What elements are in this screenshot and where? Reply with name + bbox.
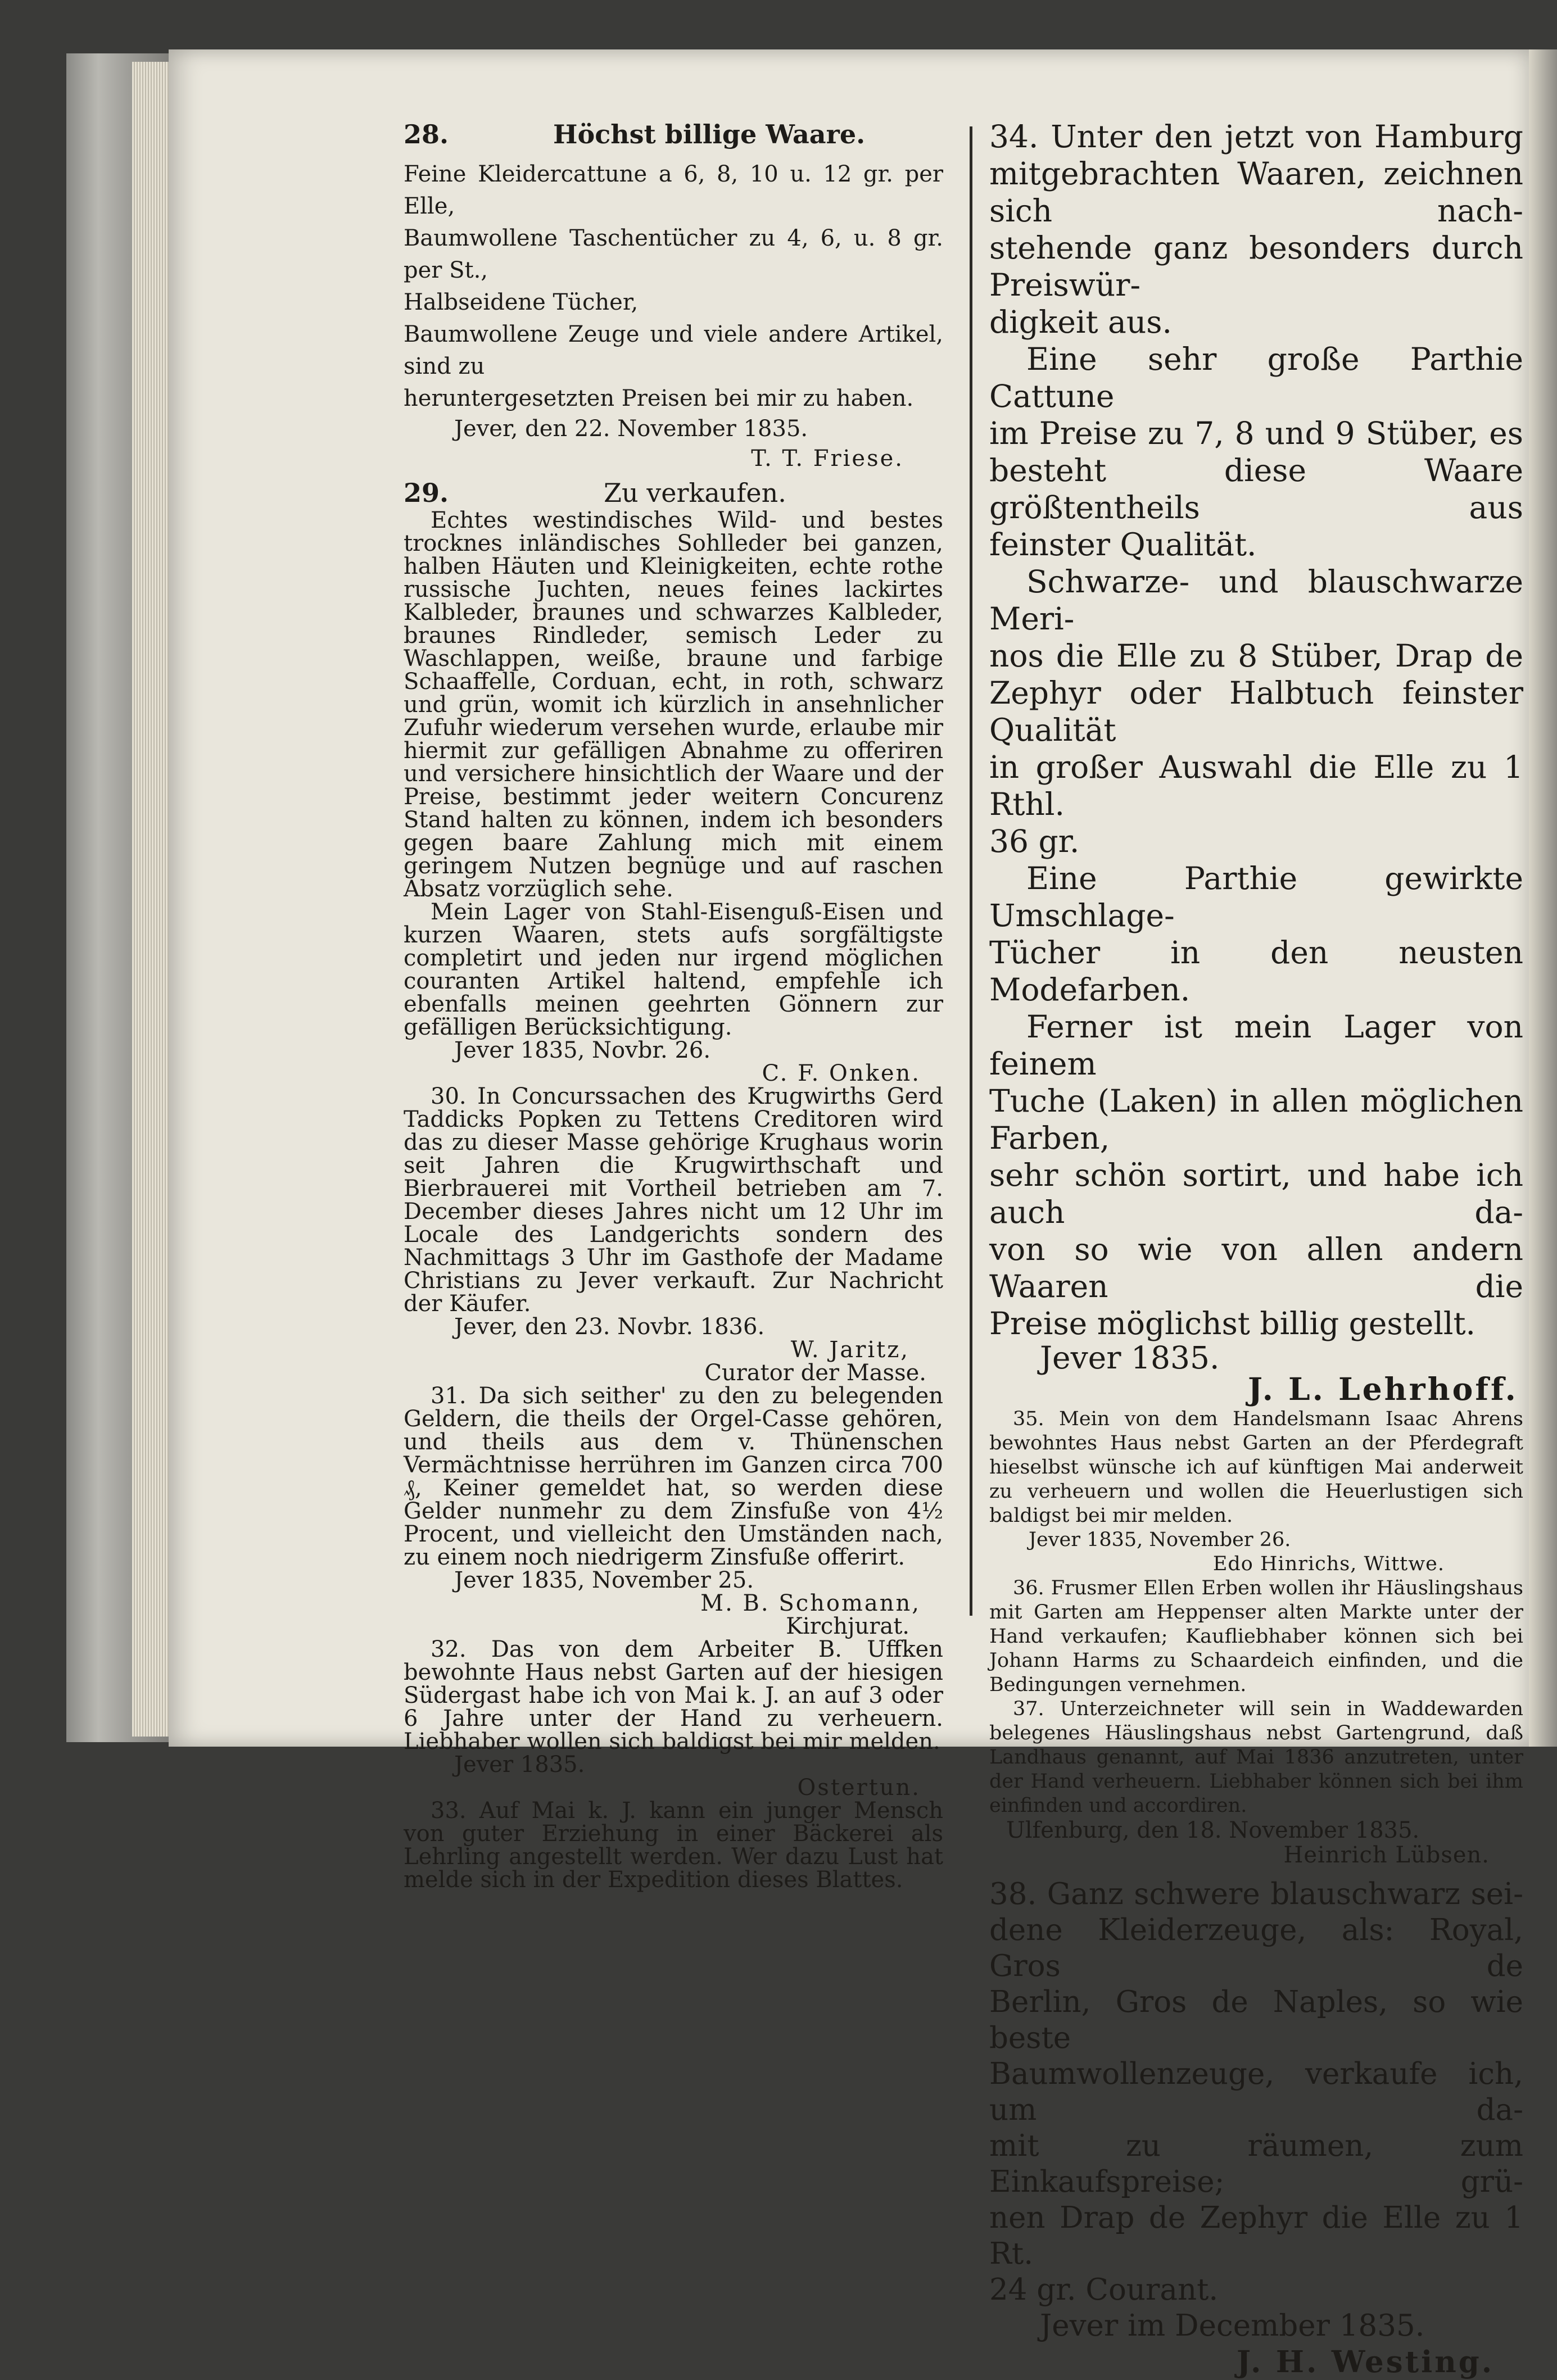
ad-34-line: von so wie von allen andern Waaren die <box>989 1231 1523 1304</box>
ad-35-signature: Edo Hinrichs, Wittwe. <box>1212 1553 1445 1575</box>
ad-34-line: feinster Qualität. <box>989 527 1257 563</box>
ad-32-text: 32. Das von dem Arbeiter B. Uffken bewohnte Haus nebst Garten auf der hiesigen Südergast habe ich von Mai k. J. an auf 3 oder 6 Jahre unter der Hand zu verheuern. Liebhaber wollen sich baldigst bei mir melden. <box>404 1636 943 1755</box>
ad-title: Zu verkaufen. <box>604 478 786 508</box>
left-column <box>404 118 943 1892</box>
page-right-edge <box>1529 49 1557 1747</box>
ad-35-text: 35. Mein von dem Handelsmann Isaac Ahrens bewohntes Haus nebst Garten an der Pferdegraft hieselbst wünsche ich auf künftigen Mai anderweit zu verheuern und wollen die Heuerlustigen sich baldigst bei mir melden. <box>989 1408 1523 1527</box>
ad-34-signature: J. L. Lehrhoff. <box>1248 1371 1518 1407</box>
ad-28-heading <box>404 118 943 151</box>
ad-34-line: digkeit aus. <box>989 304 1172 340</box>
ad-34-line: Zephyr oder Halbtuch feinster Qualität <box>989 675 1523 748</box>
ad-38 <box>989 1876 1523 2380</box>
ad-34-line: 34. Unter den jetzt von Hamburg <box>989 119 1523 155</box>
ad-28-line: Halbseidene Tücher, <box>404 289 639 315</box>
ad-29-paragraph: Echtes westindisches Wild- und bestes trocknes inländisches Sohlleder bei ganzen, halben Häuten und Kleinigkeiten, echte rothe russische Juchten, neues feines lackirtes Kalbleder, braunes und schwarzes Kalbleder, braunes Rindleder, semisch Leder zu Waschlappen, weiße, braune und farbige Schaaffelle, Corduan, echt, in roth, schwarz und grün, womit ich kürzlich in ansehnlicher Zufuhr wiederum versehen wurde, erlaube mir hiermit zur gefälligen Abnahme zu offeriren und versichere hinsichtlich der Waare und der Preise, bestimmt jeder weitern Concurenz Stand halten zu können, indem ich besonders gegen baare Zahlung mich mit einem geringem Nutzen begnüge und auf raschen Absatz vorzüglich sehe. <box>404 507 943 902</box>
ad-31-place-date: Jever 1835, November 25. <box>454 1567 754 1593</box>
page-edges <box>132 62 174 1737</box>
small-ads <box>989 1407 1523 1867</box>
ad-29-paragraph: Mein Lager von Stahl-Eisenguß-Eisen und kurzen Waaren, stets aufs sorgfältigste completirt und jeden nur irgend möglichen couranten Artikel haltend, empfehle ich ebenfalls meinen geehrten Gönnern zur gefälligen Berücksichtigung. <box>404 899 943 1040</box>
ad-30-signature: W. Jaritz, <box>790 1337 909 1363</box>
ad-38-line: mit zu räumen, zum Einkaufspreise; grü- <box>989 2129 1523 2199</box>
ad-38-line: 38. Ganz schwere blauschwarz sei- <box>989 1877 1523 1911</box>
ad-34-line: Ferner ist mein Lager von feinem <box>989 1009 1523 1082</box>
ad-36-text: 36. Frusmer Ellen Erben wollen ihr Häuslingshaus mit Garten am Heppenser alten Markte unter der Hand verkaufen; Kaufliebhaber können sich bei Johann Harms zu Schaardeich einfinden, und die Bedingungen vernehmen. <box>989 1577 1523 1696</box>
ad-38-signature: J. H. Westing. <box>1237 2345 1495 2379</box>
ad-28-place-date: Jever, den 22. November 1835. <box>454 416 808 442</box>
ad-34-line: Eine Parthie gewirkte Umschlage- <box>989 860 1523 933</box>
ad-32-signature: Ostertun. <box>797 1775 921 1801</box>
ad-30-signature-role: Curator der Masse. <box>704 1360 926 1386</box>
column-divider <box>970 126 972 1616</box>
ad-34-line: in großer Auswahl die Elle zu 1 Rthl. <box>989 749 1523 822</box>
ad-28-signature: T. T. Friese. <box>751 446 904 472</box>
ad-37-signature: Heinrich Lübsen. <box>1283 1842 1490 1868</box>
ad-28-line: Baumwollene Taschentücher zu 4, 6, u. 8 gr. per St., <box>404 225 943 283</box>
ad-34-line: Tuche (Laken) in allen möglichen Farben, <box>989 1083 1523 1156</box>
ad-34-line: Schwarze- und blauschwarze Meri- <box>989 564 1523 637</box>
right-column <box>989 118 1523 2380</box>
ad-38-place-date: Jever im December 1835. <box>1040 2309 1425 2343</box>
ad-33-text: 33. Auf Mai k. J. kann ein junger Mensch von guter Erziehung in einer Bäckerei als Lehrling angestellt werden. Wer dazu Lust hat melde sich in der Expedition dieses Blattes. <box>404 1798 943 1893</box>
ad-29-place-date: Jever 1835, Novbr. 26. <box>454 1037 711 1063</box>
ad-37-place-date: Ulfenburg, den 18. November 1835. <box>1006 1817 1420 1843</box>
ad-32-place-date: Jever 1835. <box>454 1752 585 1778</box>
ad-30-place-date: Jever, den 23. Novbr. 1836. <box>454 1314 765 1340</box>
ad-34-line: 36 gr. <box>989 823 1080 859</box>
ad-35-place-date: Jever 1835, November 26. <box>1029 1529 1291 1551</box>
ad-38-line: Berlin, Gros de Naples, so wie beste <box>989 1985 1523 2055</box>
ad-34-line: Tücher in den neusten Modefarben. <box>989 935 1523 1008</box>
ad-34-line: besteht diese Waare größtentheils aus <box>989 452 1523 525</box>
ad-34-line: mitgebrachten Waaren, zeichnen sich nach- <box>989 156 1523 229</box>
ad-29-heading <box>404 477 943 509</box>
ad-34 <box>989 118 1523 1405</box>
ad-29-signature: C. F. Onken. <box>762 1060 921 1086</box>
ad-34-line: stehende ganz besonders durch Preiswür- <box>989 230 1523 303</box>
ad-number: 28. <box>404 119 449 149</box>
ad-38-line: dene Kleiderzeuge, als: Royal, Gros de <box>989 1913 1523 1983</box>
ad-34-line: Eine sehr große Parthie Cattune <box>989 341 1523 414</box>
ad-38-line: 24 gr. Courant. <box>989 2273 1219 2307</box>
ad-number: 29. <box>404 478 449 508</box>
ad-28-line: Feine Kleidercattune a 6, 8, 10 u. 12 gr. per Elle, <box>404 161 943 219</box>
ad-38-line: nen Drap de Zephyr die Elle zu 1 Rt. <box>989 2201 1523 2271</box>
ad-31-text: 31. Da sich seither' zu den zu belegenden Geldern, die theils der Orgel-Casse gehören, und theils aus dem v. Thünenschen Vermächtnisse herrühren im Ganzen circa 700 ₰, Keiner gemeldet hat, so werden diese Gelder nunmehr zu dem Zinsfuße von 4½ Procent, und vielleicht den Umständen nach, zu einem noch niedrigerm Zinsfuße offerirt. <box>404 1383 943 1570</box>
ad-34-line: im Preise zu 7, 8 und 9 Stüber, es <box>989 415 1523 451</box>
ad-34-line: nos die Elle zu 8 Stüber, Drap de <box>989 638 1523 674</box>
ad-37-text: 37. Unterzeichneter will sein in Waddewarden belegenes Häuslingshaus nebst Gartengrund, daß Landhaus genannt, auf Mai 1836 anzutreten, unter der Hand verheuern. Liebhaber können sich bei ihm einfinden und accordiren. <box>989 1698 1523 1817</box>
ad-28-line: heruntergesetzten Preisen bei mir zu haben. <box>404 386 914 411</box>
ad-34-line: sehr schön sortirt, und habe ich auch da- <box>989 1157 1523 1230</box>
ad-title: Höchst billige Waare. <box>553 119 866 149</box>
ad-30-text: 30. In Concurssachen des Krugwirths Gerd Taddicks Popken zu Tettens Creditoren wird das zu dieser Masse gehörige Krughaus worin seit Jahren die Krugwirthschaft und Bierbrauerei mit Vortheil betrieben am 7. December dieses Jahres nicht um 12 Uhr im Locale des Landgerichts sondern des Nachmittags 3 Uhr im Gasthofe der Madame Christians zu Jever verkauft. Zur Nachricht der Käufer. <box>404 1084 943 1317</box>
ad-31-signature-role: Kirchjurat. <box>786 1613 909 1639</box>
ad-28-line: Baumwollene Zeuge und viele andere Artikel, sind zu <box>404 321 943 379</box>
ad-34-line: Preise möglichst billig gestellt. <box>989 1305 1476 1341</box>
ad-38-line: Baumwollenzeuge, verkaufe ich, um da- <box>989 2057 1523 2127</box>
ad-31-signature: M. B. Schomann, <box>700 1590 921 1616</box>
ad-34-place-date: Jever 1835. <box>1040 1340 1220 1376</box>
